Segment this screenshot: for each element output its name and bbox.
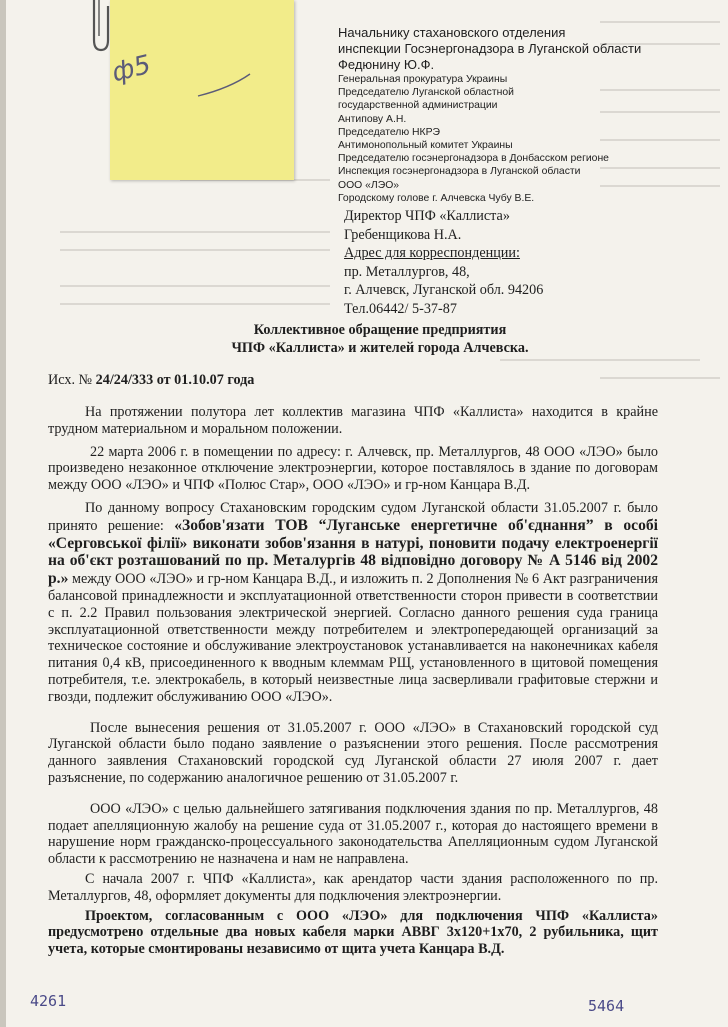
title-line: Коллективное обращение предприятия	[253, 322, 507, 338]
paragraph-court-decision	[48, 500, 658, 706]
copy-recipient: Антимонопольный комитет Украины	[338, 140, 513, 152]
sender-name: Гребенщикова Н.А.	[344, 226, 462, 243]
addressee-line: Федюнину Ю.Ф.	[338, 57, 435, 72]
court-decision-quote: «Зобов'язати ТОВ “Луганське енергетичне об'єднання” в особі «Серговської філії» виконати зобов'язання в натурі, поновити подачу електроенергії на об'єкт розташований по пр. Металургів 48 відповідно договору № А 5146 від 2002 р.»	[48, 516, 658, 588]
sticky-note-handwriting: ф5	[108, 49, 154, 89]
copy-recipient: Генеральная прокуратура Украины	[338, 74, 508, 85]
handwritten-stroke	[0, 0, 300, 120]
document-title	[200, 321, 560, 357]
title-line: ЧПФ «Каллиста» и жителей города Алчевска.	[231, 340, 529, 356]
copy-recipient: Инспекция госэнергонадзора в Луганской области	[338, 166, 581, 178]
paragraph: На протяжении полутора лет коллектив магазина ЧПФ «Каллиста» находится в крайне трудном материальном и моральном положении.	[48, 404, 658, 437]
sender-position: Директор ЧПФ «Каллиста»	[344, 208, 510, 224]
copy-recipient: Председателю Луганской областной	[338, 87, 514, 99]
address-label: Адрес для корреспонденции:	[344, 245, 520, 262]
copy-recipient: Городскому голове г. Алчевска Чубу В.Е.	[338, 192, 535, 204]
paragraph: 22 марта 2006 г. в помещении по адресу: г. Алчевск, пр. Металлургов, 48 ООО «ЛЭО» было произведено незаконное отключение электроэнергии, которое поставлялось в здание по договорам между ООО «ЛЭО» и ЧПФ «Полюс Стар», ООО «ЛЭО» и гр-ном Канцара В.Д.	[48, 443, 658, 494]
handwritten-number-right: 5464	[588, 997, 625, 1015]
sender-street: пр. Металлургов, 48,	[344, 263, 470, 280]
paragraph: После вынесения решения от 31.05.2007 г. ООО «ЛЭО» в Стахановский городской суд Луганской области было подано заявление о разъяснении этого решения. После рассмотрения данного заявления Стахановский городской суд Луганской области 27 июля 2007 г. дает разъяснение, по содержанию аналогичное решению от 31.05.2007 г.	[48, 719, 658, 786]
paragraph: С начала 2007 г. ЧПФ «Каллиста», как арендатор части здания расположенного по пр. Металлургов, 48, оформляет документы для подключения электроэнергии.	[48, 870, 658, 904]
sender-phone: Тел.06442/ 5-37-87	[344, 300, 457, 317]
handwritten-number-left: 4261	[30, 992, 67, 1010]
copy-recipient: Антипову А.Н.	[338, 113, 407, 125]
outgoing-value: 24/24/333 от 01.10.07 года	[95, 372, 255, 388]
sender-city: г. Алчевск, Луганской обл. 94206	[344, 282, 544, 299]
paragraph-text: между ООО «ЛЭО» и гр-ном Канцара В.Д., и изложить п. 2 Дополнения № 6 Акт разграничения балансовой принадлежности и эксплуатационной ответственности сторон привести в соответствии с п. 2.2 Правил пользования электрической энергией. Согласно данного решения суда граница эксплуатационной ответственности между потребителем и электропередающей организаций за техническое состояние и обслуживание электроустановок устанавливается на наконечниках кабеля питания 0,4 кВ, присоединенного к вводным клеммам РЩ, установленного в щитовой помещения потребителя, т.е. электрокабель, в который неизвестные лица засверливали графитовые стержни и гвозди, подлежит обслуживанию ООО «ЛЭО».	[48, 571, 659, 705]
copy-recipient: государственной администрации	[338, 100, 498, 112]
paragraph: Проектом, согласованным с ООО «ЛЭО» для подключения ЧПФ «Каллиста» предусмотрено отдельные два новых кабеля марки АВВГ 3х120+1х70, 2 рубильника, щит учета, которые смонтированы независимо от щита учета Канцара В.Д.	[48, 907, 658, 958]
copy-recipient: Председателю НКРЭ	[338, 126, 440, 138]
copy-recipient: Председателю госэнергонадзора в Донбасском регионе	[338, 153, 609, 165]
paragraph: ООО «ЛЭО» с целью дальнейшего затягивания подключения здания по пр. Металлургов, 48 подает апелляционную жалобу на решение суда от 31.05.2007 г., которая до настоящего времени в нарушение норм гражданско-процессуального законодательства Апелляционным судом Луганской области к рассмотрению не назначена и нам не направлена.	[48, 800, 658, 868]
sender-block	[344, 207, 644, 319]
paragraph-text: По данному вопросу Стахановским городским судом Луганской области 31.05.2007 г. было принято решение:	[48, 499, 658, 534]
copy-recipient: ООО «ЛЭО»	[338, 179, 400, 191]
addressee-line: Начальнику стахановского отделения	[338, 25, 566, 40]
letter-body	[48, 404, 658, 958]
outgoing-label: Исх. №	[48, 372, 93, 388]
addressee-line: инспекции Госэнергонадзора в Луганской области	[338, 41, 642, 56]
addressee-block	[338, 25, 678, 205]
outgoing-number	[48, 372, 254, 389]
